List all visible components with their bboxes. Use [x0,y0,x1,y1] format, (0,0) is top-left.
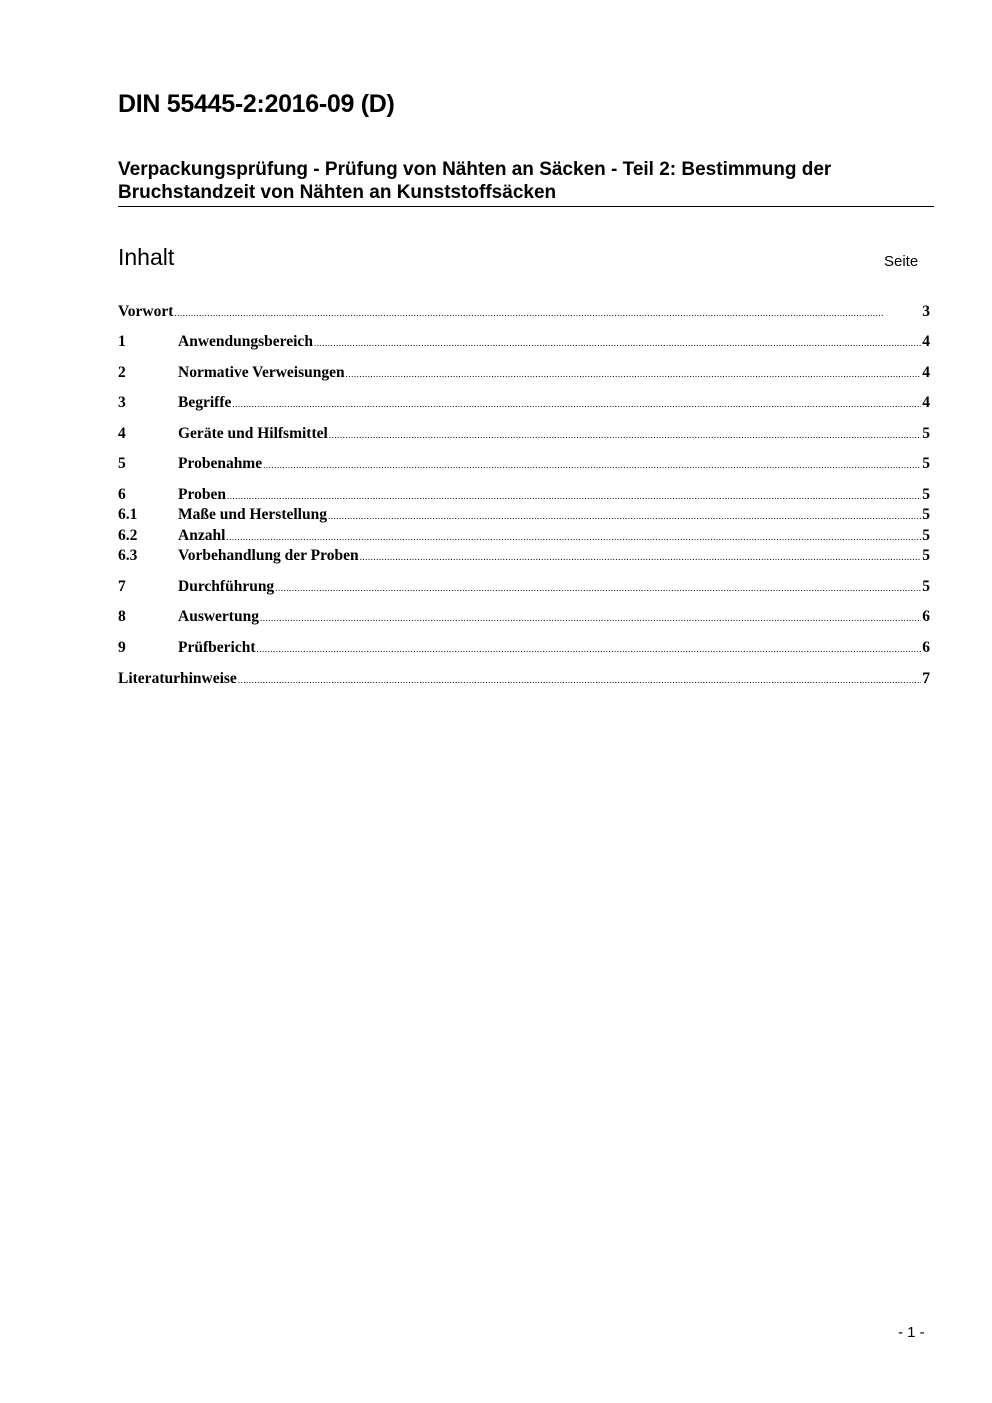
document-title-line-2: Bruchstandzeit von Nähten an Kunststoffsäcken [118,182,557,203]
toc-entry-label: Geräte und Hilfsmittel [178,425,328,442]
toc-entry-5[interactable] [118,455,930,475]
toc-entry-page: 5 [922,425,930,442]
toc-entry-label: Vorwort [118,303,174,320]
toc-entry-number: 2 [118,364,126,381]
toc-entry-page: 5 [922,527,930,544]
toc-entry-page: 4 [922,333,930,350]
toc-entry-page: 3 [922,303,930,320]
toc-entry-literaturhinweise[interactable] [118,670,930,690]
toc-entry-3[interactable] [118,394,930,414]
toc-entry-label: Probenahme [178,455,263,472]
toc-entry-page: 5 [922,486,930,503]
toc-entry-label: Begriffe [178,394,232,411]
toc-entry-label: Proben [178,486,226,503]
toc-entry-number: 6.1 [118,506,138,523]
toc-entry-vorwort[interactable] [118,303,930,323]
toc-entry-6-3[interactable] [118,547,930,567]
toc-entry-2[interactable] [118,364,930,384]
toc-entry-number: 6 [118,486,126,503]
toc-entry-number: 7 [118,578,126,595]
toc-entry-9[interactable] [118,639,930,659]
toc-entry-number: 1 [118,333,126,350]
toc-dot-leader [360,553,922,562]
toc-entry-label: Anwendungsbereich [178,333,313,350]
toc-entry-label: Auswertung [178,608,259,625]
toc-dot-leader [263,461,921,470]
toc-entry-number: 3 [118,394,126,411]
document-id: DIN 55445-2:2016-09 (D) [118,90,395,118]
toc-entry-page: 5 [922,506,930,523]
toc-dot-leader [328,512,921,521]
page-number: - 1 - [898,1324,925,1341]
toc-dot-leader [329,431,921,440]
toc-entry-page: 5 [922,578,930,595]
toc-dot-leader [314,339,921,348]
toc-entry-7[interactable] [118,578,930,598]
toc-entry-page: 6 [922,639,930,656]
toc-page-column-label: Seite [884,253,919,270]
toc-dot-leader [174,309,921,318]
toc-entry-label: Durchführung [178,578,275,595]
toc-entry-label: Vorbehandlung der Proben [178,547,359,564]
toc-entry-number: 5 [118,455,126,472]
toc-entry-label: Anzahl [178,527,226,544]
toc-entry-1[interactable] [118,333,930,353]
toc-entry-page: 6 [922,608,930,625]
toc-heading: Inhalt [118,244,175,270]
toc-entry-6[interactable] [118,486,930,506]
toc-entry-number: 9 [118,639,126,656]
toc-entry-number: 8 [118,608,126,625]
toc-entry-page: 7 [922,670,930,687]
title-divider [118,206,934,207]
document-title [118,158,918,204]
document-title-line-1: Verpackungsprüfung - Prüfung von Nähten an Säcken - Teil 2: Bestimmung der [118,159,832,180]
toc-entry-label: Prüfbericht [178,639,256,656]
toc-entry-label: Maße und Herstellung [178,506,327,523]
toc-entry-page: 4 [922,394,930,411]
toc-entry-4[interactable] [118,425,930,445]
toc-entry-8[interactable] [118,608,930,628]
toc-dot-leader [226,533,921,542]
toc-entry-number: 6.3 [118,547,138,564]
toc-entry-6-1[interactable] [118,506,930,526]
toc-dot-leader [227,492,921,501]
toc-dot-leader [256,645,921,654]
toc-dot-leader [275,584,921,593]
toc-entry-page: 5 [922,547,930,564]
toc-entry-number: 4 [118,425,126,442]
toc-entry-page: 5 [922,455,930,472]
toc-dot-leader [260,614,921,623]
toc-dot-leader [346,370,922,379]
toc-entry-label: Normative Verweisungen [178,364,345,381]
toc-dot-leader [238,676,921,685]
toc-entry-page: 4 [922,364,930,381]
toc-entry-6-2[interactable] [118,527,930,547]
toc-entry-number: 6.2 [118,527,138,544]
toc-entry-label: Literaturhinweise [118,670,237,687]
toc-dot-leader [232,400,921,409]
